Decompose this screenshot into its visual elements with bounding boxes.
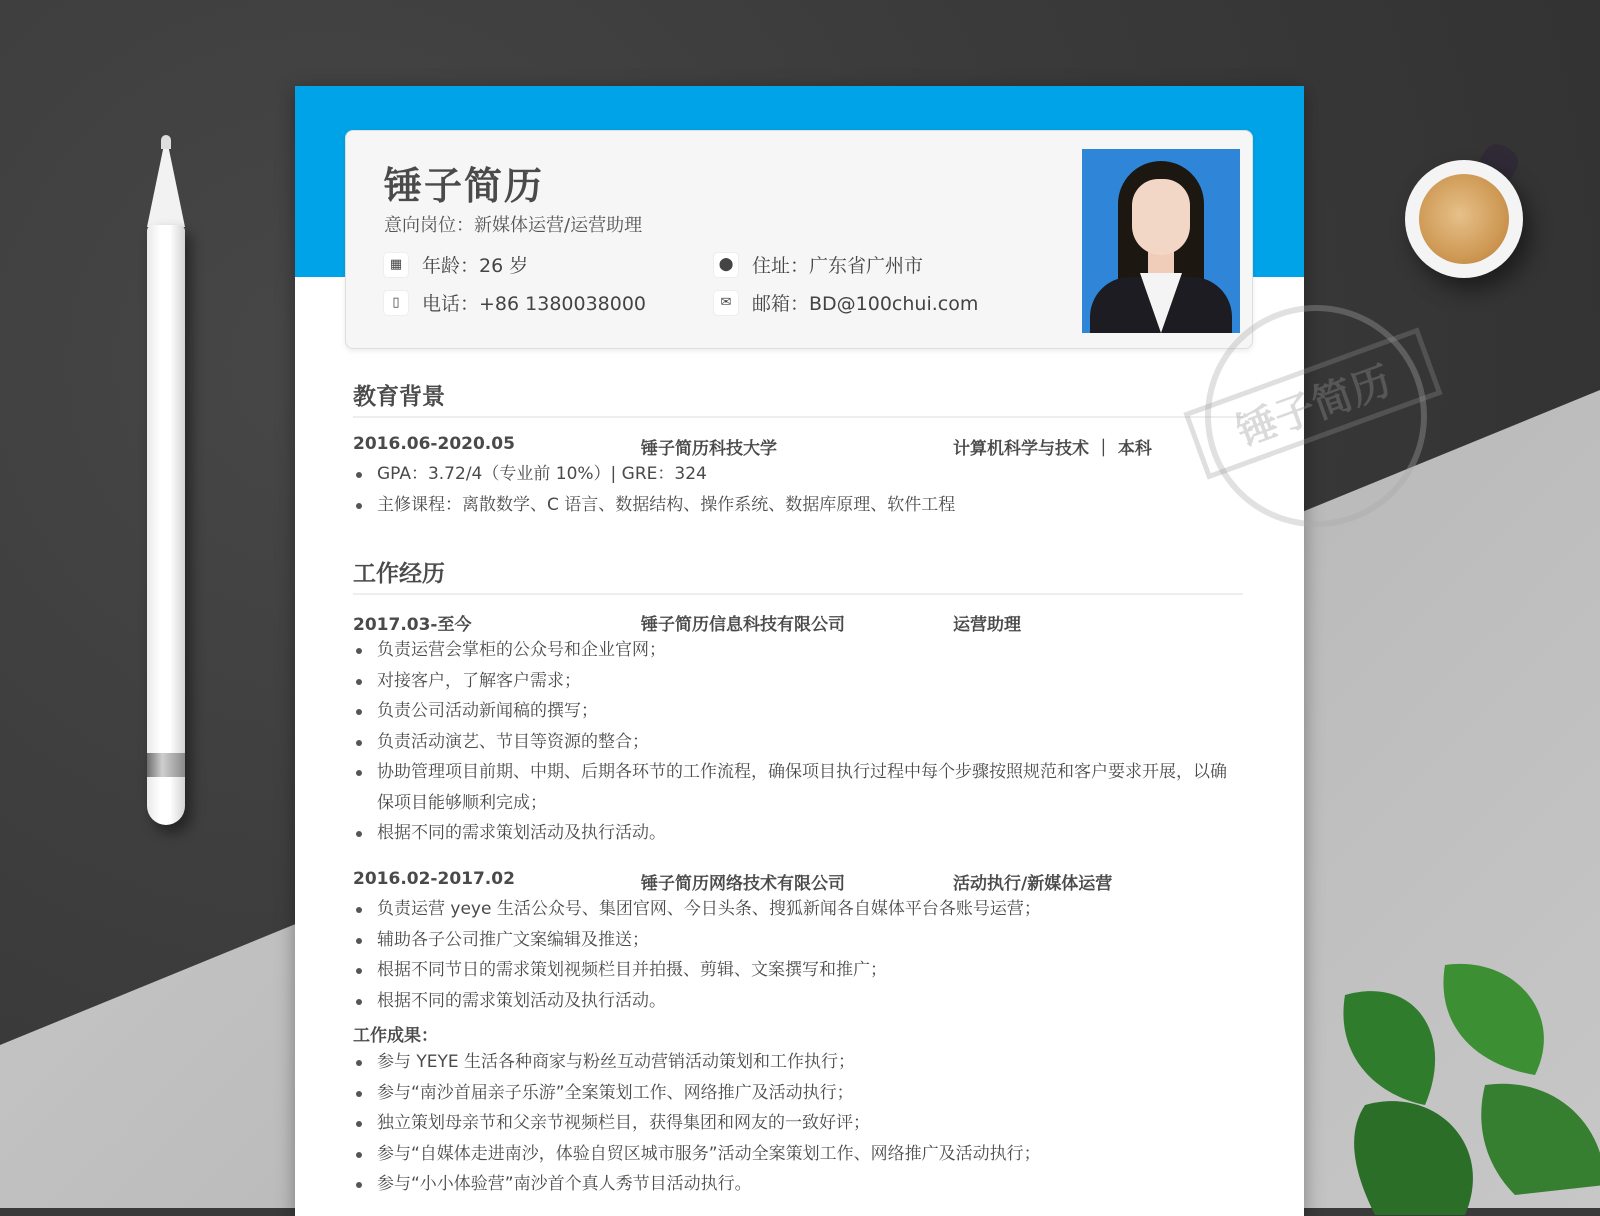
email-text: 邮箱：BD@100chui.com	[752, 293, 979, 315]
list-item: 负责活动演艺、节目等资源的整合；	[353, 727, 1243, 758]
education-major: 计算机科学与技术 ｜ 本科	[953, 439, 1152, 459]
job-2-company: 锤子简历网络技术有限公司	[641, 874, 845, 894]
education-entry-header	[353, 434, 1243, 460]
list-item: 辅助各子公司推广文案编辑及推送；	[353, 925, 1243, 956]
job-1-header	[353, 610, 1243, 636]
list-item: 参与“小小体验营”南沙首个真人秀节目活动执行。	[353, 1169, 1243, 1200]
list-item: 负责运营会掌柜的公众号和企业官网；	[353, 635, 1243, 666]
education-school: 锤子简历科技大学	[641, 439, 777, 459]
age-text: 年龄：26 岁	[422, 255, 529, 277]
education-date: 2016.06-2020.05	[353, 434, 515, 454]
list-item: 根据不同节日的需求策划视频栏目并拍摄、剪辑、文案撰写和推广；	[353, 955, 1243, 986]
job-1-date: 2017.03-至今	[353, 615, 472, 635]
resume-paper	[295, 86, 1304, 1216]
list-item: 协助管理项目前期、中期、后期各环节的工作流程，确保项目执行过程中每个步骤按照规范和客户要求开展，以确保项目能够顺利完成；	[353, 757, 1243, 818]
job-2-date: 2016.02-2017.02	[353, 869, 515, 889]
list-item: 参与“南沙首届亲子乐游”全案策划工作、网络推广及活动执行；	[353, 1078, 1243, 1109]
education-section-title: 教育背景	[353, 384, 445, 410]
list-item: 主修课程：离散数学、C 语言、数据结构、操作系统、数据库原理、软件工程	[353, 490, 1243, 521]
work-divider	[353, 593, 1243, 595]
address-text: 住址：广东省广州市	[752, 255, 924, 277]
list-item: 独立策划母亲节和父亲节视频栏目，获得集团和网友的一致好评；	[353, 1108, 1243, 1139]
job-intent: 意向岗位：新媒体运营/运营助理	[384, 215, 643, 236]
list-item: 参与“自媒体走进南沙，体验自贸区城市服务”活动全案策划工作、网络推广及活动执行；	[353, 1139, 1243, 1170]
achievements-label: 工作成果：	[353, 1026, 438, 1046]
envelope-icon: ✉	[714, 291, 738, 315]
achievements-bullets	[353, 1047, 1243, 1200]
job-2-header	[353, 869, 1243, 895]
info-address	[714, 251, 923, 278]
coffee-surface	[1419, 174, 1509, 264]
list-item: 负责运营 yeye 生活公众号、集团官网、今日头条、搜狐新闻各自媒体平台各账号运营；	[353, 894, 1243, 925]
profile-photo	[1082, 149, 1240, 333]
coffee-cup-decoration	[1405, 160, 1523, 278]
list-item: 根据不同的需求策划活动及执行活动。	[353, 986, 1243, 1017]
list-item: 负责公司活动新闻稿的撰写；	[353, 696, 1243, 727]
job-1-bullets	[353, 635, 1243, 849]
list-item: 对接客户，了解客户需求；	[353, 666, 1243, 697]
info-email	[714, 289, 978, 316]
location-pin-icon: ⬤	[714, 253, 738, 277]
list-item: 参与 YEYE 生活各种商家与粉丝互动营销活动策划和工作执行；	[353, 1047, 1243, 1078]
info-age	[384, 251, 528, 278]
calendar-icon: ▦	[384, 253, 408, 277]
education-bullets	[353, 459, 1243, 520]
profile-header-card	[345, 130, 1253, 349]
phone-text: 电话：+86 1380038000	[422, 293, 647, 315]
job-2-bullets	[353, 894, 1243, 1016]
stylus-pencil-decoration	[147, 135, 187, 835]
job-2-role: 活动执行/新媒体运营	[953, 874, 1113, 894]
mobile-phone-icon: ▯	[384, 291, 408, 315]
list-item: 根据不同的需求策划活动及执行活动。	[353, 818, 1243, 849]
job-1-company: 锤子简历信息科技有限公司	[641, 615, 845, 635]
info-phone	[384, 289, 646, 316]
education-divider	[353, 416, 1243, 418]
list-item: GPA：3.72/4（专业前 10%）| GRE：324	[353, 459, 1243, 490]
plant-leaves-decoration	[1305, 955, 1600, 1215]
work-section-title: 工作经历	[353, 561, 445, 587]
job-1-role: 运营助理	[953, 615, 1021, 635]
resume-name: 锤子简历	[384, 164, 545, 208]
watermark-stamp-text: 锤子简历	[1183, 327, 1442, 479]
